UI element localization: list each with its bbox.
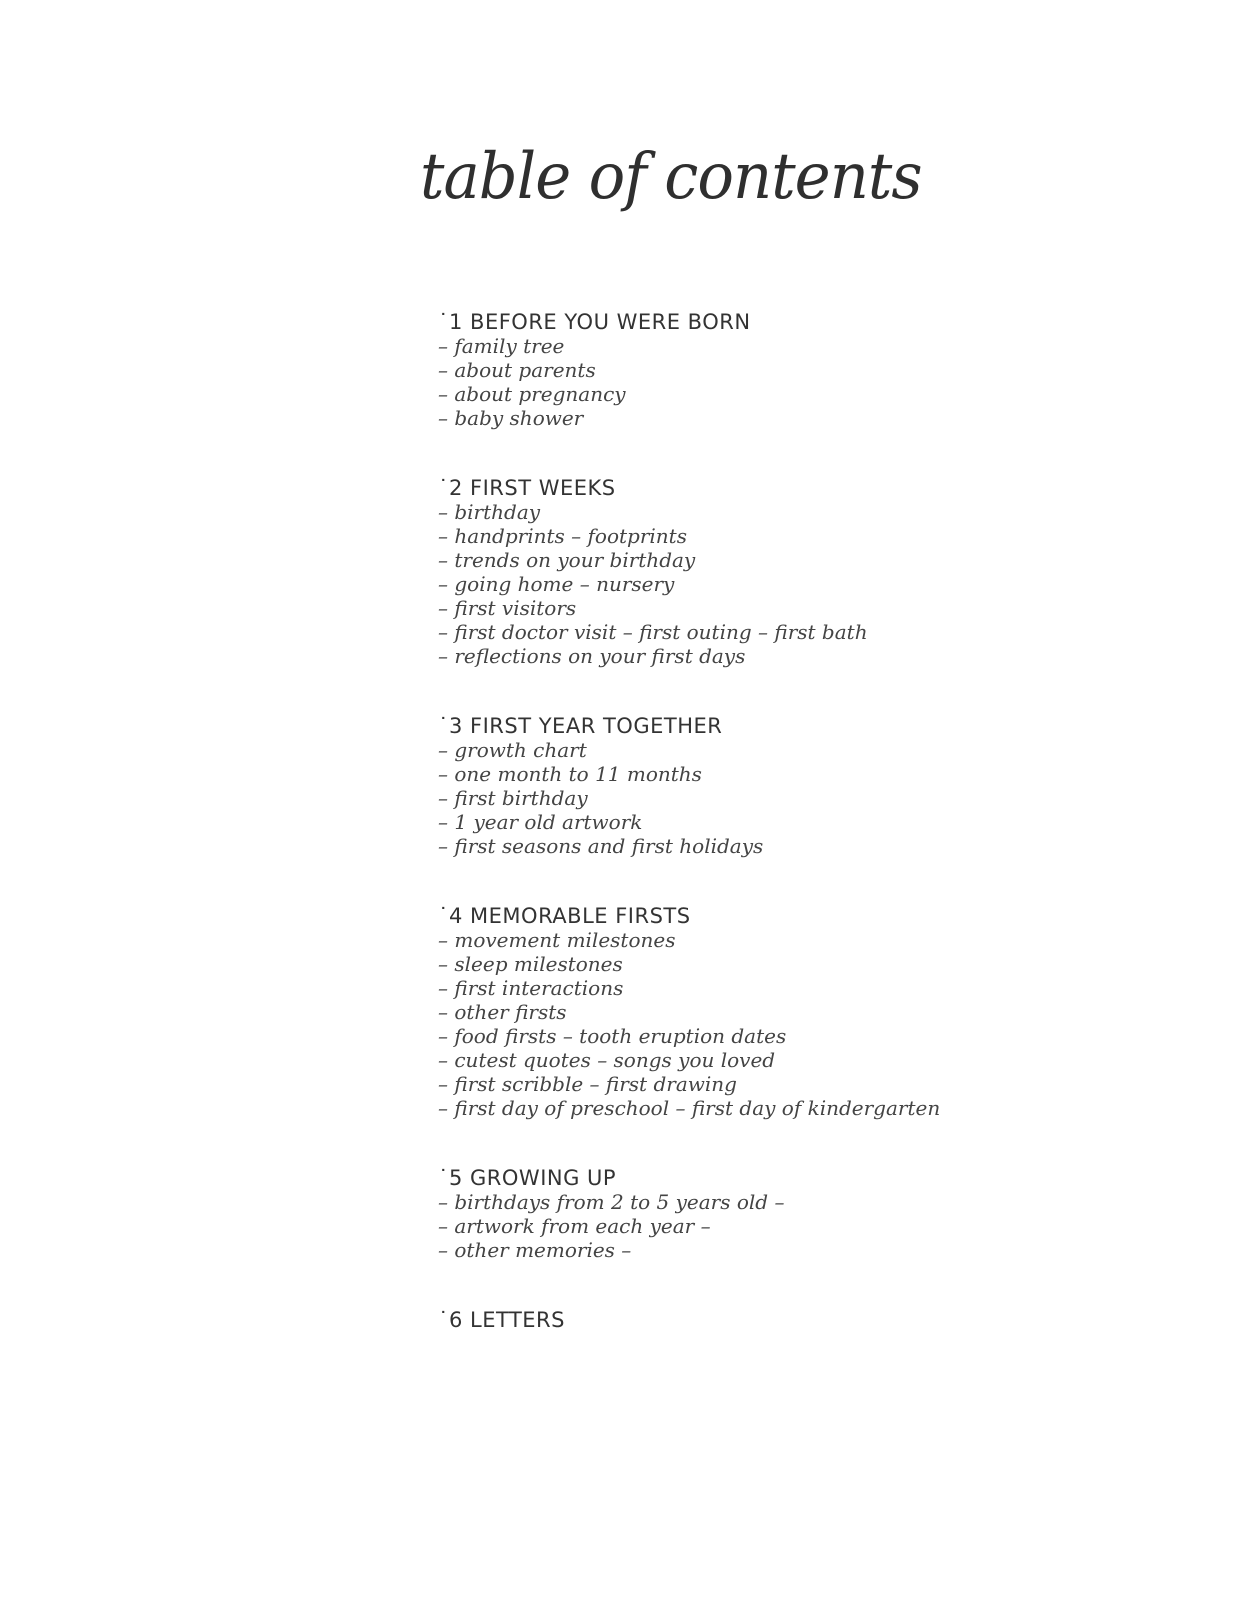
toc-item: – food firsts – tooth eruption dates — [438, 1024, 787, 1048]
section-items — [438, 738, 1218, 858]
section-items — [438, 500, 1218, 668]
section-items — [438, 1190, 1218, 1262]
toc-item: – one month to 11 months — [438, 762, 702, 786]
toc-item: – about parents — [438, 358, 596, 382]
section-spacer — [438, 858, 1218, 904]
toc-item: – artwork from each year – — [438, 1214, 711, 1238]
section-items — [438, 334, 1218, 430]
toc-item: – growth chart — [438, 738, 587, 762]
page-title — [420, 112, 922, 242]
toc-section-4 — [438, 904, 1218, 1120]
toc-item: – baby shower — [438, 406, 584, 430]
toc-item: – trends on your birthday — [438, 548, 696, 572]
toc-section-3 — [438, 714, 1218, 858]
section-spacer — [438, 668, 1218, 714]
toc-item: – going home – nursery — [438, 572, 675, 596]
section-heading: ˙1 BEFORE YOU WERE BORN — [438, 310, 751, 334]
toc-section-6 — [438, 1308, 1218, 1332]
section-heading: ˙4 MEMORABLE FIRSTS — [438, 904, 691, 928]
toc-item: – other firsts — [438, 1000, 567, 1024]
section-items — [438, 928, 1218, 1120]
toc-section-1 — [438, 310, 1218, 430]
toc-item: – cutest quotes – songs you loved — [438, 1048, 776, 1072]
toc-item: – other memories – — [438, 1238, 632, 1262]
toc-item: – reflections on your first days — [438, 644, 746, 668]
toc-item: – first seasons and first holidays — [438, 834, 764, 858]
section-heading: ˙3 FIRST YEAR TOGETHER — [438, 714, 723, 738]
section-heading: ˙2 FIRST WEEKS — [438, 476, 616, 500]
toc-item: – first interactions — [438, 976, 624, 1000]
section-spacer — [438, 1120, 1218, 1166]
title-text: table of contents — [420, 140, 922, 214]
toc-item: – first scribble – first drawing — [438, 1072, 737, 1096]
table-of-contents — [438, 310, 1218, 1332]
toc-item: – first visitors — [438, 596, 577, 620]
toc-item: – birthday — [438, 500, 541, 524]
toc-item: – about pregnancy — [438, 382, 626, 406]
toc-item: – sleep milestones — [438, 952, 623, 976]
section-spacer — [438, 430, 1218, 476]
toc-item: – family tree — [438, 334, 565, 358]
toc-section-2 — [438, 476, 1218, 668]
toc-item: – movement milestones — [438, 928, 676, 952]
toc-item: – 1 year old artwork — [438, 810, 643, 834]
section-spacer — [438, 1262, 1218, 1308]
section-heading: ˙6 LETTERS — [438, 1308, 565, 1332]
toc-item: – first birthday — [438, 786, 588, 810]
toc-section-5 — [438, 1166, 1218, 1262]
toc-item: – birthdays from 2 to 5 years old – — [438, 1190, 785, 1214]
toc-item: – first day of preschool – first day of kindergarten — [438, 1096, 941, 1120]
toc-item: – handprints – footprints — [438, 524, 687, 548]
section-heading: ˙5 GROWING UP — [438, 1166, 617, 1190]
toc-item: – first doctor visit – first outing – first bath — [438, 620, 868, 644]
